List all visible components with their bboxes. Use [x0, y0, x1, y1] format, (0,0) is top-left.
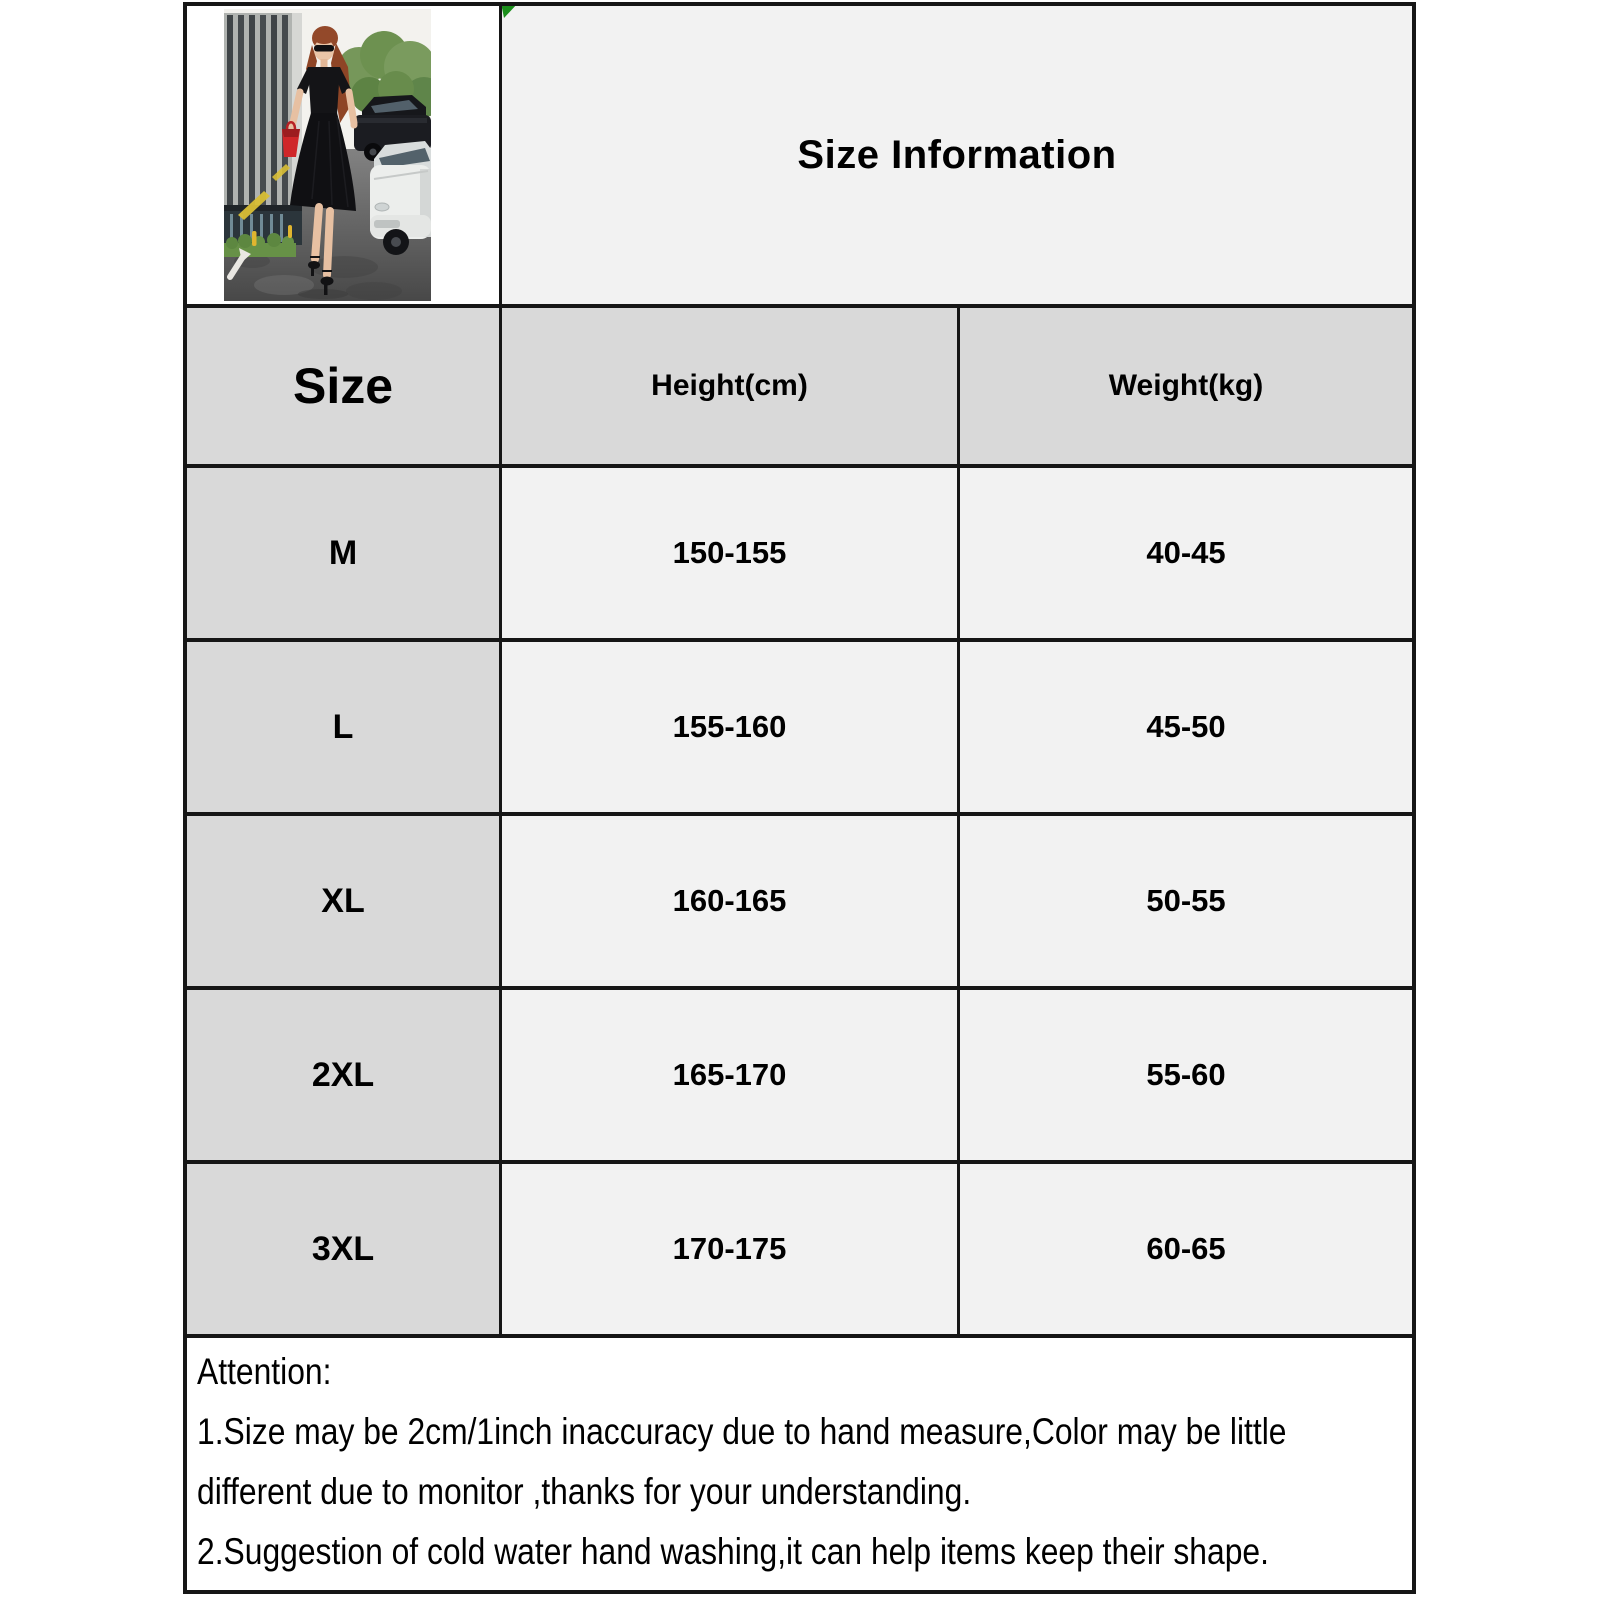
product-photo [224, 9, 431, 301]
product-photo-cell [187, 6, 499, 304]
attention-section [187, 1338, 1412, 1590]
header-size: Size [187, 308, 499, 464]
attention-note-2: 2.Suggestion of cold water hand washing,it can help items keep their shape. [197, 1531, 1269, 1572]
title-cell [502, 6, 1412, 304]
height-value-l: 155-160 [502, 642, 957, 812]
weight-value-xl: 50-55 [960, 816, 1412, 986]
attention-note-1a: 1.Size may be 2cm/1inch inaccuracy due to hand measure,Color may be little [197, 1411, 1287, 1452]
size-label-2xl: 2XL [187, 990, 499, 1160]
header-height: Height(cm) [502, 308, 957, 464]
white-car [370, 141, 431, 255]
attention-heading: Attention: [197, 1351, 332, 1392]
weight-value-3xl: 60-65 [960, 1164, 1412, 1334]
header-weight: Weight(kg) [960, 308, 1412, 464]
weight-value-2xl: 55-60 [960, 990, 1412, 1160]
height-value-m: 150-155 [502, 468, 957, 638]
size-label-xl: XL [187, 816, 499, 986]
height-value-2xl: 165-170 [502, 990, 957, 1160]
attention-note-1b: different due to monitor ,thanks for your understanding. [197, 1471, 972, 1512]
height-value-3xl: 170-175 [502, 1164, 957, 1334]
size-label-l: L [187, 642, 499, 812]
size-label-3xl: 3XL [187, 1164, 499, 1334]
page-title: Size Information [797, 132, 1117, 177]
size-label-m: M [187, 468, 499, 638]
weight-value-l: 45-50 [960, 642, 1412, 812]
weight-value-m: 40-45 [960, 468, 1412, 638]
size-chart-table [183, 2, 1416, 1594]
height-value-xl: 160-165 [502, 816, 957, 986]
corner-marker-icon [502, 6, 519, 19]
